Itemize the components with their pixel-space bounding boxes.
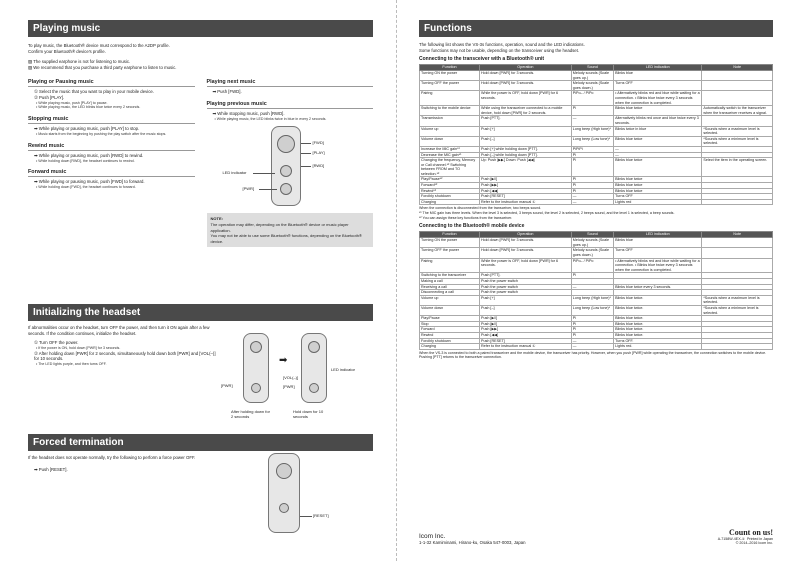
- cell-led: Blinks twice in blue: [614, 126, 702, 136]
- cell-sound: PiPo– / PiPo: [571, 91, 613, 106]
- rewind-note: • While holding down [RWD], the headset continues to rewind.: [36, 158, 135, 163]
- cell-led: Lights red.: [614, 344, 702, 350]
- forward-note: • While holding down [FWD], the headset continues to forward.: [36, 185, 136, 190]
- functions-table-mobile: [419, 231, 773, 349]
- cell-operation: Hold down [PWR] for 3 seconds.: [480, 71, 572, 81]
- cell-operation: Push [▶▶]: [480, 183, 572, 189]
- page-divider: [396, 0, 397, 561]
- cell-note: [702, 81, 773, 91]
- init-text: [28, 325, 218, 367]
- pwr-button-icon: [251, 383, 261, 393]
- heading-forward: Forward music: [28, 169, 195, 177]
- table2-heading: Connecting to the Bluetooth® mobile device: [419, 223, 525, 230]
- cell-operation: Push [▶‖]: [480, 321, 572, 327]
- cell-sound: Pi: [571, 177, 613, 183]
- heading-prev: Playing previous music: [207, 101, 374, 109]
- cell-led: Turns OFF: [614, 194, 702, 200]
- led-label: LED indicator: [331, 367, 356, 372]
- caution-text: The supplied earphone is not for listening to music.: [33, 59, 131, 64]
- caution-icon: ▨: [28, 59, 34, 64]
- cell-function: Pairing: [420, 258, 480, 273]
- cell-sound: Pi: [571, 321, 613, 327]
- cell-function: Forcibly shutdown: [420, 194, 480, 200]
- cell-sound: Pi: [571, 273, 613, 279]
- cell-operation: Push [▶▶]: [480, 327, 572, 333]
- cell-function: Changing the frequency, Memory or Call channel.*² Switching between FROM and TO selection.*²: [420, 158, 480, 177]
- play-label: [PLAY]: [312, 150, 325, 156]
- cell-function: Rewind*²: [420, 188, 480, 194]
- reset-button-icon: [279, 503, 289, 513]
- cell-led: Turns OFF.: [614, 338, 702, 344]
- cell-function: Play/Pause*²: [420, 177, 480, 183]
- cell-operation: Push [RESET]: [480, 194, 572, 200]
- rwd-button-icon: [280, 165, 292, 177]
- cell-function: Play/Pause: [420, 316, 480, 322]
- table-row: [420, 199, 773, 205]
- cell-sound: Pi: [571, 332, 613, 338]
- stop-note: • Music starts from the beginning by pushing the play switch after the music stops.: [36, 131, 167, 136]
- cell-function: Volume up: [420, 295, 480, 305]
- cell-function: Disconnecting a call: [420, 290, 480, 296]
- cell-operation: Push [–] while holding down [PTT].: [480, 152, 572, 158]
- forced-step: ➡ Push [RESET].: [34, 467, 68, 472]
- cell-operation: Refer to the instruction manual ①: [480, 344, 572, 350]
- cell-note: *Sounds when a minimum level is selected.: [702, 136, 773, 146]
- prev-text: ➡ While stopping music, push [RWD].: [212, 110, 285, 116]
- cell-led: —: [614, 146, 702, 152]
- leader-line: [253, 173, 275, 174]
- header-note: Note: [702, 232, 773, 238]
- cell-led: • Alternatively blinks red and blue while waiting for a connection. • Blinks blue twice every 3 seconds when the connection is completed.: [614, 258, 702, 273]
- cell-sound: Long beep (Low tone)*: [571, 136, 613, 146]
- cell-sound: Pi: [571, 106, 613, 116]
- caution-line: [28, 65, 373, 71]
- cell-operation: Push the power switch: [480, 278, 572, 284]
- playing-intro: [28, 43, 373, 55]
- cell-function: Decrease the MIC gain*¹: [420, 152, 480, 158]
- cell-function: Pairing: [420, 91, 480, 106]
- caution-text: We recommend that you purchase a third party earphone to listen to music.: [33, 65, 177, 70]
- cell-sound: Pi: [571, 327, 613, 333]
- header-operation: Operation: [480, 232, 572, 238]
- footer-right: [718, 528, 773, 545]
- cell-operation: Push [PTT].: [480, 116, 572, 126]
- pwr-button-icon: [309, 383, 319, 393]
- intro-line: To play music, the Bluetooth® device must correspond to the A2DP profile.: [28, 43, 170, 48]
- cell-function: Making a call: [420, 278, 480, 284]
- cell-function: Forward*²: [420, 183, 480, 189]
- header-sound: Sound: [571, 65, 613, 71]
- cell-led: Blinks blue: [614, 238, 702, 248]
- caption-2: Hold down for 10 seconds: [293, 409, 324, 419]
- rwd-label: [RWD]: [312, 163, 325, 169]
- cell-operation: Push [▶‖]: [480, 177, 572, 183]
- init-diagram: [223, 325, 373, 435]
- table-row: [420, 238, 773, 248]
- init-step-1: ① Turn OFF the power.: [34, 340, 79, 345]
- intro-line: Confirm your Bluetooth® device's profile.: [28, 49, 106, 54]
- cell-operation: Push [+] while holding down [PTT].: [480, 146, 572, 152]
- intro-line: Some functions may not be usable, depending on the transceiver using the headset.: [419, 48, 580, 53]
- table-row: [420, 116, 773, 126]
- play-button-icon: [250, 341, 262, 353]
- cell-operation: Hold down [PWR] for 3 seconds.: [480, 248, 572, 258]
- cell-operation: While using the transceiver connected to a mobile device, hold down [PWR] for 2 seconds.: [480, 106, 572, 116]
- cell-function: Forcibly shutdown: [420, 338, 480, 344]
- footer-copyright: © 2014–2016 Icom Inc.: [735, 541, 773, 545]
- cell-function: Receiving a call: [420, 284, 480, 290]
- led-label: LED indicator: [222, 170, 247, 176]
- intro-line: The following list shows the VS-3s functions, operation, sound and the LED indications.: [419, 42, 585, 47]
- cell-note: [702, 258, 773, 273]
- cell-led: Blinks blue twice: [614, 158, 702, 177]
- stop-text: ➡ While playing or pausing music, push [PLAY] to stop.: [34, 126, 140, 132]
- table1-heading: Connecting to the transceiver with a Bluetooth® unit: [419, 56, 545, 62]
- cell-led: Blinks blue twice: [614, 188, 702, 194]
- cell-note: [702, 91, 773, 106]
- prev-note: • While playing music, the LED blinks twice in blue in every 2 seconds.: [214, 116, 327, 121]
- init-banner: Initializing the headset: [28, 304, 373, 321]
- cell-led: Blinks blue twice: [614, 106, 702, 116]
- cell-led: Blinks blue twice: [614, 183, 702, 189]
- table2-note: When the VS-3 is connected to both a paired transceiver and the mobile device, the transceiver has priority. However, when you push [PWR] while operating the transceiver, the connection switches to the mobile device. Pushing [PTT] returns to the transceiver connection.: [419, 350, 767, 360]
- playing-col2: [207, 73, 374, 247]
- pwr-label: [PWR]: [283, 384, 295, 389]
- cell-function: Volume down: [420, 305, 480, 315]
- cell-sound: —: [571, 284, 613, 290]
- cell-note: *Sounds when a maximum level is selected.: [702, 295, 773, 305]
- table-row: [420, 158, 773, 177]
- cell-function: Increase the MIC gain*¹: [420, 146, 480, 152]
- table-row: [420, 344, 773, 350]
- cell-sound: Pi: [571, 188, 613, 194]
- cell-sound: Pi: [571, 183, 613, 189]
- vol-label: [VOL(–)]: [283, 375, 299, 380]
- table-row: [420, 248, 773, 258]
- cell-operation: Push [–]: [480, 136, 572, 146]
- cell-note: [702, 71, 773, 81]
- table1-body: [420, 71, 773, 205]
- cell-operation: Push [◀◀]: [480, 188, 572, 194]
- cell-note: *Sounds when a maximum level is selected.: [702, 126, 773, 136]
- cell-function: Rewind: [420, 332, 480, 338]
- cell-sound: Long beep (High tone)*: [571, 126, 613, 136]
- cell-led: Blinks blue: [614, 71, 702, 81]
- cell-sound: PiPo– / PiPo: [571, 258, 613, 273]
- step-1: ① Select the music that you want to play in your mobile device.: [34, 89, 154, 94]
- heading-play: Playing or Pausing music: [28, 79, 195, 87]
- playing-columns: [28, 73, 373, 247]
- doc-code: A-7158W-4EX-①: [717, 537, 746, 541]
- cell-led: Turns OFF: [614, 81, 702, 91]
- header-led: LED indication: [614, 232, 702, 238]
- cell-note: *Sounds when a minimum level is selected.: [702, 305, 773, 315]
- cell-operation: Up: Push [▶▶] Down: Push [◀◀]: [480, 158, 572, 177]
- step-2: ② Push [PLAY].: [34, 94, 65, 100]
- header-note: Note: [702, 65, 773, 71]
- cell-led: Lights red: [614, 199, 702, 205]
- cell-operation: Push [+]: [480, 295, 572, 305]
- table-row: [420, 295, 773, 305]
- cell-function: Charging: [420, 199, 480, 205]
- pwr-label: [PWR]: [242, 186, 255, 192]
- cell-sound: —: [571, 116, 613, 126]
- cell-function: Stop: [420, 321, 480, 327]
- cell-led: Turns OFF: [614, 248, 702, 258]
- cell-sound: —: [571, 344, 613, 350]
- playing-music-banner: Playing music: [28, 20, 373, 37]
- pwr-label: [PWR]: [221, 383, 233, 388]
- play-button-icon: [276, 463, 292, 479]
- cell-led: Blinks blue twice.: [614, 321, 702, 327]
- table-row: [420, 81, 773, 91]
- note-line: The operation may differ, depending on the Bluetooth® device or music player application.: [210, 221, 349, 233]
- cell-operation: Push the power switch: [480, 290, 572, 296]
- cell-sound: Melody sounds (Scale goes down.): [571, 248, 613, 258]
- table-note: *² You can assign these key functions from the transceiver.: [419, 215, 513, 220]
- leader-line: [301, 153, 311, 154]
- forced-banner: Forced termination: [28, 434, 373, 451]
- cell-led: Blinks blue twice.: [614, 332, 702, 338]
- table-row: [420, 136, 773, 146]
- functions-banner: Functions: [419, 20, 773, 37]
- cell-sound: Pi: [571, 158, 613, 177]
- cell-led: Blinks blue twice.: [614, 295, 702, 305]
- cell-note: [702, 116, 773, 126]
- cell-function: Switching to the mobile device: [420, 106, 480, 116]
- cell-function: Turning OFF the power: [420, 248, 480, 258]
- cell-function: Forward: [420, 327, 480, 333]
- cautions: [28, 59, 373, 71]
- note-box: [207, 213, 374, 247]
- footer-brand: Icom Inc.: [419, 533, 446, 540]
- table-row: [420, 305, 773, 315]
- cell-operation: Push the power switch: [480, 284, 572, 290]
- cell-led: Blinks blue twice: [614, 136, 702, 146]
- header-operation: Operation: [480, 65, 572, 71]
- header-function: Function: [420, 65, 480, 71]
- table-note: *¹ The MIC gain has three levels. When the level 3 is selected, 3 beeps sound, the level 2 is selected, 2 beeps sound, and the level 1 is selected, a beep sounds.: [419, 211, 675, 216]
- cell-operation: Push [+]: [480, 126, 572, 136]
- cell-sound: Pi: [571, 316, 613, 322]
- pwr-button-icon: [280, 183, 292, 195]
- cell-operation: Hold down [PWR] for 3 seconds.: [480, 238, 572, 248]
- cell-led: • Alternatively blinks red and blue while waiting for a connection. • Blinks blue twice every 3 seconds when the connection is completed.: [614, 91, 702, 106]
- table-row: [420, 71, 773, 81]
- cell-operation: Push [PTT].: [480, 273, 572, 279]
- caption-1: After holding down for 2 seconds: [231, 409, 270, 419]
- footer-left: [419, 533, 526, 545]
- cell-note: [702, 199, 773, 205]
- cell-sound: Melody sounds (Scale goes up.): [571, 238, 613, 248]
- header-led: LED indication: [614, 65, 702, 71]
- leader-line: [259, 189, 277, 190]
- cell-function: Charging: [420, 344, 480, 350]
- caution-icon: ▨: [28, 65, 34, 70]
- note-line: You may not be able to use some Bluetooth® functions, depending on the Bluetooth® device.: [210, 233, 362, 244]
- forward-text: ➡ While playing or pausing music, push [FWD] to forward.: [34, 179, 145, 185]
- left-page: [28, 20, 373, 545]
- footer-address: 1-1-32 Kamiminami, Hirano-ku, Osaka 547-0003, Japan: [419, 540, 526, 545]
- printed-in: Printed in Japan: [747, 537, 773, 541]
- cell-led: Blinks blue twice: [614, 177, 702, 183]
- headset-diagram: [207, 121, 374, 209]
- cell-led: —: [614, 152, 702, 158]
- footer-slogan: Count on us!: [728, 528, 773, 537]
- cell-note: [702, 238, 773, 248]
- cell-operation: Push [–]: [480, 305, 572, 315]
- cell-sound: —: [571, 194, 613, 200]
- reset-diagram: [258, 453, 368, 543]
- playing-col1: [28, 73, 195, 247]
- cell-operation: Push [◀◀]: [480, 332, 572, 338]
- forced-text: [28, 455, 218, 473]
- cell-function: Volume down: [420, 136, 480, 146]
- cell-function: Turning ON the power: [420, 71, 480, 81]
- step-2-note: • While playing music, push [PLAY] to pause.: [36, 100, 108, 105]
- leader-line: [301, 166, 311, 167]
- table-row: [420, 106, 773, 116]
- cell-sound: Pi: [571, 152, 613, 158]
- cell-note: Automatically switch to the transceiver when the transceiver receives a signal.: [702, 106, 773, 116]
- init-step-2-note: • The LED lights purple, and then turns OFF.: [36, 362, 107, 367]
- heading-stop: Stopping music: [28, 116, 195, 124]
- cell-sound: —: [571, 199, 613, 205]
- cell-led: Blinks blue twice.: [614, 327, 702, 333]
- cell-operation: Refer to the instruction manual ①: [480, 199, 572, 205]
- cell-sound: —: [571, 338, 613, 344]
- init-step-2: ② After holding down [PWR] for 2 seconds, simultaneously hold down both [PWR] and [VOL(–)] for 10 seconds.: [34, 350, 216, 362]
- fwd-label: [FWD]: [312, 140, 324, 146]
- play-button-icon: [277, 135, 295, 153]
- table-row: [420, 91, 773, 106]
- note-title: NOTE:: [210, 216, 223, 222]
- cell-operation: Hold down [PWR] for 3 seconds.: [480, 81, 572, 91]
- cell-note: Select the item in the operating screen.: [702, 158, 773, 177]
- rewind-text: ➡ While playing or pausing music, push [RWD] to rewind.: [34, 152, 144, 158]
- cell-sound: Long beep (Low tone)*: [571, 305, 613, 315]
- cell-operation: While the power is OFF, hold down [PWR] for 6 seconds.: [480, 258, 572, 273]
- reset-label: [RESET]: [313, 513, 329, 518]
- cell-led: Blinks blue twice.: [614, 305, 702, 315]
- cell-note: [702, 344, 773, 350]
- cell-led: Alternatively blinks red once and blue twice every 3 seconds.: [614, 116, 702, 126]
- functions-table-transceiver: [419, 64, 773, 205]
- cell-operation: While the power is OFF, hold down [PWR] for 6 seconds.: [480, 91, 572, 106]
- forced-intro: If the headset does not operate normally, try the following to perform a force power OFF.: [28, 455, 196, 460]
- heading-rewind: Rewind music: [28, 143, 195, 151]
- next-text: ➡ Push [FWD].: [212, 89, 242, 94]
- right-page: [419, 20, 773, 545]
- leader-line: [300, 516, 312, 517]
- arrow-icon: ➡: [279, 355, 288, 366]
- cell-led: Blinks blue twice every 3 seconds.: [614, 284, 702, 290]
- table2-body: [420, 238, 773, 349]
- cell-operation: Push [▶‖]: [480, 316, 572, 322]
- cell-function: Turning OFF the power: [420, 81, 480, 91]
- cell-note: [702, 248, 773, 258]
- cell-sound: Melody sounds (Scale goes up.): [571, 71, 613, 81]
- cell-function: Switching to the transceiver: [420, 273, 480, 279]
- cell-led: Blinks blue twice.: [614, 316, 702, 322]
- header-sound: Sound: [571, 232, 613, 238]
- cell-sound: Melody sounds (Scale goes down.): [571, 81, 613, 91]
- table-note: When the connection is disconnected from the transceiver, two beeps sound.: [419, 206, 542, 211]
- step-2-note: • While playing music, the LED blinks blue twice every 2 seconds.: [36, 105, 141, 110]
- table-row: [420, 126, 773, 136]
- cell-function: Transmission: [420, 116, 480, 126]
- init-intro: If abnormalities occur on the headset, turn OFF the power, and then turn it ON again after a few seconds. If the condition continues, initialize the headset.: [28, 325, 210, 336]
- cell-sound: PiPiPi: [571, 146, 613, 152]
- cell-function: Turning ON the power: [420, 238, 480, 248]
- cell-function: Volume up: [420, 126, 480, 136]
- header-function: Function: [420, 232, 480, 238]
- table-row: [420, 258, 773, 273]
- init-step-1-note: • If the power is ON, hold down [PWR] for 3 seconds.: [36, 345, 121, 350]
- cell-sound: Long beep (High tone)*: [571, 295, 613, 305]
- leader-line: [301, 143, 311, 144]
- play-button-icon: [308, 341, 320, 353]
- functions-intro: [419, 42, 773, 54]
- heading-next: Playing next music: [207, 79, 374, 87]
- cell-operation: Push [RESET]: [480, 338, 572, 344]
- table1-notes: [419, 206, 773, 220]
